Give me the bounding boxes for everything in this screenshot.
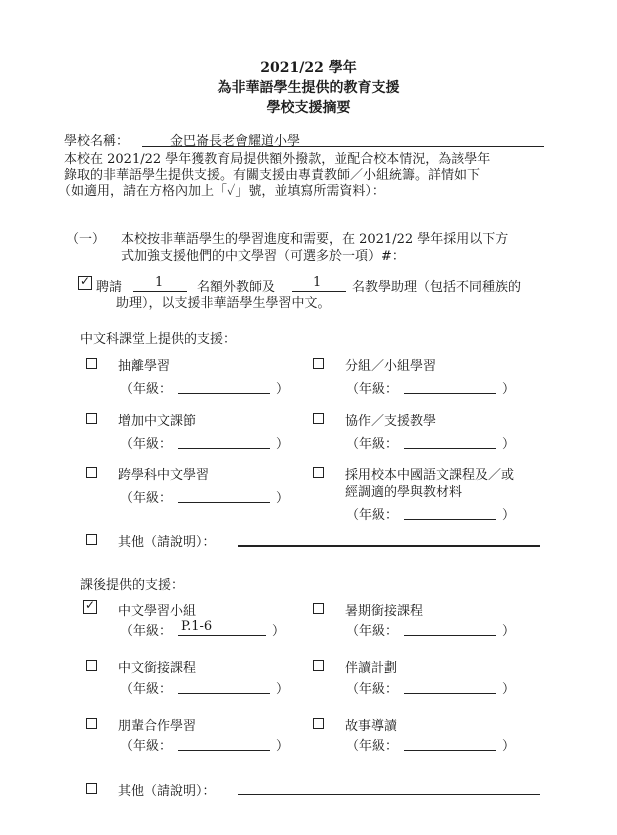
label-cross-curricular: 跨學科中文學習 xyxy=(118,468,210,483)
document-title: 為非華語學生提供的教育支援 xyxy=(217,80,400,96)
label-school-based-curriculum-2: 經調適的學與教材料 xyxy=(345,485,463,500)
checkbox-cross-curricular[interactable] xyxy=(86,467,97,478)
grade-close: ） xyxy=(276,382,290,397)
grade-field-story-reading[interactable] xyxy=(404,750,496,751)
grade-field-pullout[interactable] xyxy=(178,393,270,394)
afterschool-other-field[interactable] xyxy=(238,794,540,795)
label-afterschool-other: 其他（請說明）： xyxy=(118,784,216,799)
grade-close: ） xyxy=(276,491,290,506)
grade-close: ） xyxy=(502,739,516,754)
grade-field-peer-learning[interactable] xyxy=(178,750,270,751)
check-mark-icon: ✓ xyxy=(80,274,91,288)
school-name-value: 金巴崙長老會耀道小學 xyxy=(170,134,301,149)
label-story-reading: 故事導讀 xyxy=(345,719,398,734)
label-extra-lessons: 增加中文課節 xyxy=(118,414,197,429)
grade-close: ） xyxy=(272,624,286,639)
checkbox-summer-bridging[interactable] xyxy=(313,603,324,614)
section-line-1: 本校按非華語學生的學習進度和需要，在 2021/22 學年採用以下方 xyxy=(121,232,509,247)
grade-close: ） xyxy=(502,382,516,397)
checkbox-extra-lessons[interactable] xyxy=(86,413,97,424)
grade-open: （年級： xyxy=(346,682,399,697)
checkbox-chinese-study-group[interactable] xyxy=(83,600,97,614)
grade-field-chinese-bridging[interactable] xyxy=(178,693,270,694)
grade-open: （年級： xyxy=(120,624,173,639)
hire-text-2: 名額外教師及 xyxy=(197,280,276,295)
checkbox-group-learning[interactable] xyxy=(313,358,324,369)
grade-field-summer-bridging[interactable] xyxy=(404,635,496,636)
checkbox-classroom-other[interactable] xyxy=(86,534,97,545)
grade-close: ） xyxy=(502,624,516,639)
label-classroom-other: 其他（請說明）： xyxy=(118,535,216,550)
grade-field-cross-curricular[interactable] xyxy=(178,502,270,503)
teacher-count: 1 xyxy=(155,275,164,290)
checkbox-afterschool-other[interactable] xyxy=(86,783,97,794)
intro-line-3: （如適用，請在方格內加上「✓」號，並填寫所需資料）： xyxy=(58,184,385,199)
year-title: 2021/22 學年 xyxy=(260,60,357,76)
checkbox-chinese-bridging[interactable] xyxy=(86,660,97,671)
label-school-based-curriculum: 採用校本中國語文課程及／或 xyxy=(345,468,515,483)
grade-value-chinese-study-group: P.1-6 xyxy=(181,619,213,634)
checkbox-co-teaching[interactable] xyxy=(313,413,324,424)
grade-open: （年級： xyxy=(120,739,173,754)
grade-open: （年級： xyxy=(346,508,399,523)
checkbox-pullout[interactable] xyxy=(86,358,97,369)
hire-text-line-2: 助理），以支援非華語學生學習中文。 xyxy=(116,296,331,311)
grade-close: ） xyxy=(276,682,290,697)
grade-open: （年級： xyxy=(120,382,173,397)
label-co-teaching: 協作／支援教學 xyxy=(345,414,437,429)
label-reading-companion: 伴讀計劃 xyxy=(345,661,398,676)
intro-line-1: 本校在 2021/22 學年獲教育局提供額外撥款，並配合校本情況，為該學年 xyxy=(64,152,491,167)
hire-text-3: 名教學助理（包括不同種族的 xyxy=(352,280,522,295)
label-peer-learning: 朋輩合作學習 xyxy=(118,719,197,734)
label-summer-bridging: 暑期銜接課程 xyxy=(345,604,424,619)
section-number: （一） xyxy=(66,232,106,247)
grade-open: （年級： xyxy=(120,682,173,697)
classroom-other-field[interactable] xyxy=(238,545,540,547)
hire-text-1: 聘請 xyxy=(96,280,123,295)
grade-close: ） xyxy=(276,437,290,452)
checkbox-story-reading[interactable] xyxy=(313,718,324,729)
grade-close: ） xyxy=(502,508,516,523)
grade-close: ） xyxy=(276,739,290,754)
assistant-count: 1 xyxy=(313,275,322,290)
checkbox-school-based-curriculum[interactable] xyxy=(313,467,324,478)
grade-field-group-learning[interactable] xyxy=(404,393,496,394)
classroom-heading: 中文科課堂上提供的支援： xyxy=(80,332,237,347)
grade-field-co-teaching[interactable] xyxy=(404,448,496,449)
label-group-learning: 分組／小組學習 xyxy=(345,359,437,374)
checkbox-reading-companion[interactable] xyxy=(313,660,324,671)
grade-field-chinese-study-group[interactable] xyxy=(178,635,266,636)
hire-checkbox[interactable] xyxy=(78,276,92,290)
label-pullout: 抽離學習 xyxy=(118,359,171,374)
grade-open: （年級： xyxy=(346,739,399,754)
grade-field-school-based-curriculum[interactable] xyxy=(404,519,496,520)
intro-line-2: 錄取的非華語學生提供支援。有關支援由專責教師／小組統籌。詳情如下 xyxy=(64,168,481,183)
checkbox-peer-learning[interactable] xyxy=(86,718,97,729)
grade-close: ） xyxy=(502,682,516,697)
section-line-2: 式加強支援他們的中文學習（可選多於一項）#： xyxy=(121,249,405,264)
school-name-label: 學校名稱： xyxy=(64,134,130,149)
grade-open: （年級： xyxy=(120,437,173,452)
afterschool-heading: 課後提供的支援： xyxy=(80,578,185,593)
grade-open: （年級： xyxy=(120,491,173,506)
grade-open: （年級： xyxy=(346,382,399,397)
label-chinese-bridging: 中文銜接課程 xyxy=(118,661,197,676)
grade-field-extra-lessons[interactable] xyxy=(178,448,270,449)
grade-close: ） xyxy=(502,437,516,452)
document-subtitle: 學校支援摘要 xyxy=(266,100,351,116)
grade-field-reading-companion[interactable] xyxy=(404,693,496,694)
grade-open: （年級： xyxy=(346,437,399,452)
grade-open: （年級： xyxy=(346,624,399,639)
label-chinese-study-group: 中文學習小組 xyxy=(118,604,197,619)
check-mark-icon: ✓ xyxy=(85,598,96,612)
